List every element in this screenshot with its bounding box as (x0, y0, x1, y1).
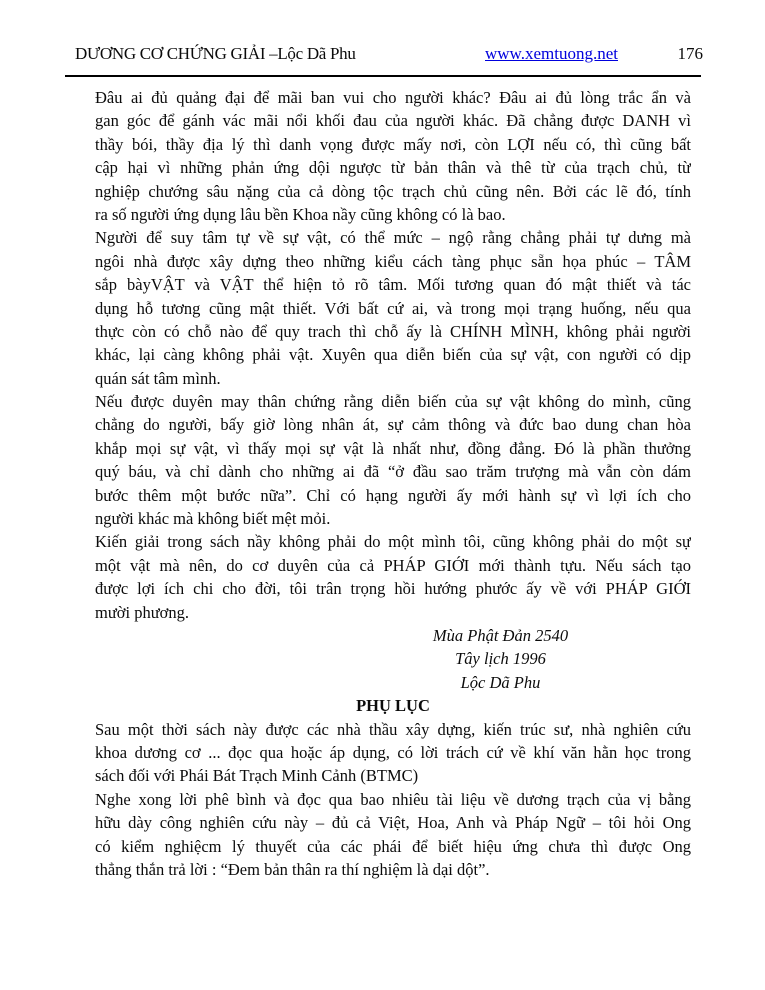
text-line: người khác mà không biết mệt mỏi. (95, 509, 331, 529)
text-line: quý báu, và chỉ dành cho những ai đã “ở đầu sao trăm trượng mà vẫn còn dám (95, 462, 691, 482)
text-line: Kiến giải trong sách nầy không phải do một mình tôi, cũng không phải do một sự (95, 532, 691, 552)
text-line: một vật mà nên, do cơ duyên của cả PHÁP GIỚI mới thành tựu. Nếu sách tạo (95, 555, 691, 575)
paragraph-1 (95, 86, 691, 226)
text-line: Nghe xong lời phê bình và đọc qua bao nhiêu tài liệu về dương trạch của vị bằng (95, 789, 691, 809)
document-title: DƯƠNG CƠ CHỨNG GIẢI –Lộc Dã Phu (75, 44, 356, 63)
paragraph-6 (95, 788, 691, 882)
page-number: 176 (677, 44, 703, 63)
text-line: ra số người ứng dụng lâu bền Khoa nầy cũng không có là bao. (95, 204, 506, 224)
text-line: thầy bói, thầy địa lý thì danh vọng được mấy nơi, còn LỢI nếu có, thì cũng bất (95, 134, 691, 154)
text-line: Nếu được duyên may thân chứng rằng diễn biến của sự vật không do mình, cũng (95, 392, 691, 412)
text-line: dụng hỗ tương cũng mật thiết. Với bất cứ ai, và trong mọi trạng huống, nếu qua (95, 298, 691, 318)
text-line: hữu dày công nghiên cứu này – đủ cả Việt, Hoa, Anh và Pháp Ngữ – tôi hỏi Ong (95, 813, 691, 833)
text-line: chẳng do người, bấy giờ lòng nhân át, sự cảm thông và đức bao dung chan hòa (95, 415, 691, 435)
website-link[interactable]: www.xemtuong.net (485, 44, 618, 63)
text-line: Sau một thời sách này được các nhà thầu xây dựng, kiến trúc sư, nhà nghiên cứu (95, 719, 691, 739)
paragraph-3 (95, 390, 691, 530)
text-line: sắp bàyVẬT và VẬT thể hiện tỏ rõ tâm. Mối tương quan đó mật thiết và tác (95, 275, 691, 295)
appendix-heading: PHỤ LỤC (356, 696, 430, 716)
paragraph-5 (95, 718, 691, 788)
text-line: khoa dương cơ ... đọc qua hoặc áp dụng, có lời trách cứ về khí văn hằn học trong (95, 742, 691, 762)
text-line: gan góc để gánh vác mãi nổi khối đau của người khác. Đã chẳng được DANH vì (95, 111, 691, 131)
text-line: Người để suy tâm tự về sự vật, có thể mức – ngộ rằng chẳng phải tự dưng mà (95, 228, 691, 248)
header-divider (65, 75, 701, 77)
text-line: mười phương. (95, 602, 190, 622)
text-line: bước thêm một bước nữa”. Chỉ có hạng người ấy mới hành sự vì lợi ích cho (95, 485, 691, 505)
paragraph-2 (95, 226, 691, 390)
signature-year: Tây lịch 1996 (455, 649, 546, 669)
signature-block (95, 624, 691, 694)
paragraph-4 (95, 530, 691, 624)
text-line: nghiệp chướng sâu nặng của cả dòng tộc trạch chủ cũng nên. Bởi các lẽ đó, tính (95, 181, 691, 201)
text-line: cập hại vì những phản ứng dội ngược từ bản thân và thê từ của trạch chủ, từ (95, 158, 691, 178)
text-line: khác, lại càng không phải vật. Xuyên qua diễn biến của sự vật, con người có dịp (95, 345, 691, 365)
signature-date: Mùa Phật Đản 2540 (432, 625, 569, 645)
signature-author: Lộc Dã Phu (460, 672, 541, 692)
text-line: thực còn có chỗ nào để quy trach thì chỗ ấy là CHÍNH MÌNH, không phải người (95, 321, 691, 341)
text-line: được lợi ích chi cho đời, tôi trân trọng hồi hướng phước ấy về với PHÁP GIỚI (95, 579, 691, 599)
text-line: sách đối với Phái Bát Trạch Minh Cảnh (BTMC) (95, 766, 419, 786)
text-line: ngôi nhà được xây dựng theo những kiểu cách tàng phục sẵn họa phúc – TÂM (95, 251, 691, 271)
text-line: thẳng thắn trả lời : “Đem bản thân ra thí nghiệm là dại dột”. (95, 859, 490, 879)
text-line: có kiểm nghiệcm lý thuyết của các phái để biết hiệu ứng chưa thì được Ong (95, 836, 691, 856)
text-line: khắp mọi sự vật, vì thấy mọi sự vật là nhất như, đồng đẳng. Đó là phần thưởng (95, 438, 691, 458)
text-line: Đâu ai đủ quảng đại để mãi ban vui cho người khác? Đâu ai đủ lòng trắc ẩn và (95, 88, 691, 107)
text-line: quán sát tâm mình. (95, 368, 221, 388)
page-header (75, 44, 703, 66)
document-body (95, 86, 691, 881)
